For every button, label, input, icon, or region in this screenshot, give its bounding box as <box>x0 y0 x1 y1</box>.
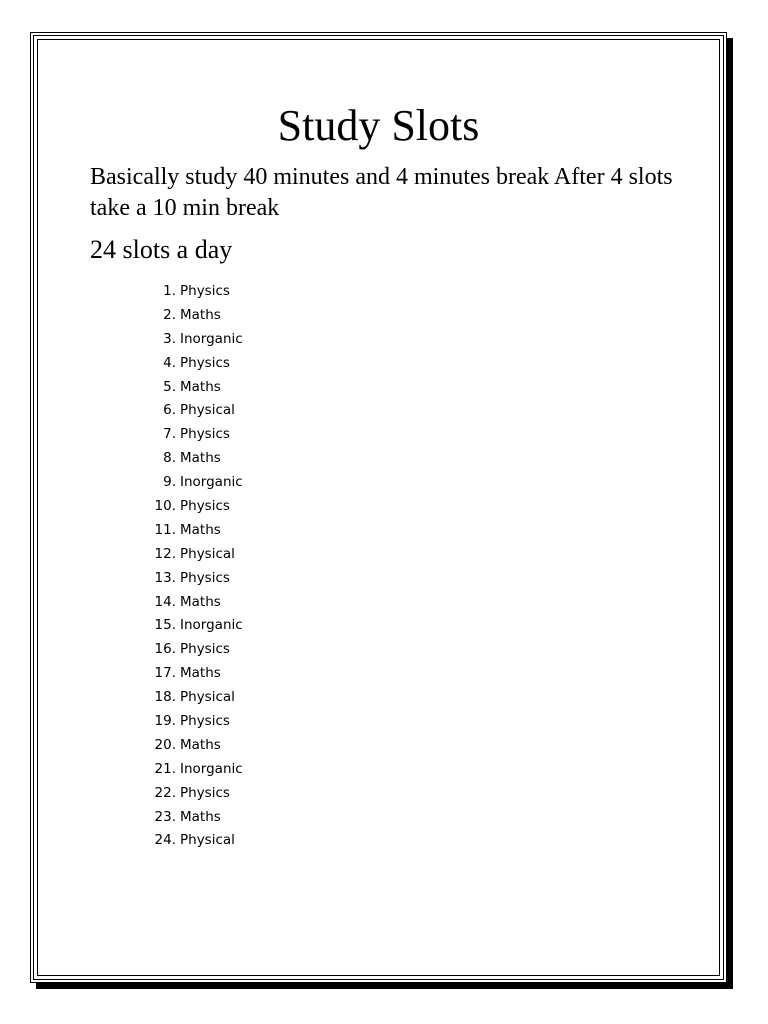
slot-subject: Inorganic <box>180 330 243 347</box>
slot-number: 16. <box>154 641 176 658</box>
slot-number: 3. <box>163 330 176 347</box>
slot-subject: Physics <box>180 784 230 801</box>
slot-number: 7. <box>163 426 176 443</box>
slot-number: 9. <box>163 474 176 491</box>
slot-number: 15. <box>154 617 176 634</box>
list-item <box>138 710 243 734</box>
list-item <box>138 376 243 400</box>
list-item <box>138 782 243 806</box>
slot-number: 14. <box>154 593 176 610</box>
slot-subject: Maths <box>180 306 221 323</box>
slot-subject: Physics <box>180 354 230 371</box>
list-item <box>138 758 243 782</box>
list-item <box>138 734 243 758</box>
slot-number: 20. <box>154 736 176 753</box>
slot-subject: Maths <box>180 593 221 610</box>
slot-number: 8. <box>163 450 176 467</box>
slot-subject: Physical <box>180 689 235 706</box>
slot-subject: Physical <box>180 545 235 562</box>
slot-number: 17. <box>154 665 176 682</box>
list-item <box>138 519 243 543</box>
slot-subject: Maths <box>180 378 221 395</box>
slot-subject: Physics <box>180 426 230 443</box>
list-item <box>138 638 243 662</box>
list-item <box>138 591 243 615</box>
slot-number: 5. <box>163 378 176 395</box>
slot-list <box>138 280 243 853</box>
slot-number: 12. <box>154 545 176 562</box>
slot-number: 24. <box>154 832 176 849</box>
list-item <box>138 447 243 471</box>
slot-subject: Maths <box>180 450 221 467</box>
slot-subject: Inorganic <box>180 617 243 634</box>
slot-subject: Physical <box>180 832 235 849</box>
slot-subject: Maths <box>180 521 221 538</box>
list-item <box>138 352 243 376</box>
slot-subject: Maths <box>180 808 221 825</box>
slot-number: 4. <box>163 354 176 371</box>
slot-number: 1. <box>163 283 176 299</box>
page-border <box>30 32 727 983</box>
slot-subject: Maths <box>180 665 221 682</box>
list-item <box>138 662 243 686</box>
list-item <box>138 686 243 710</box>
slot-subject: Physics <box>180 283 230 299</box>
list-item <box>138 280 243 304</box>
slot-number: 13. <box>154 569 176 586</box>
slot-number: 23. <box>154 808 176 825</box>
list-item <box>138 829 243 853</box>
slot-subject: Physics <box>180 498 230 515</box>
slot-subject: Physics <box>180 713 230 730</box>
slot-subject: Physics <box>180 641 230 658</box>
list-item <box>138 304 243 328</box>
list-item <box>138 567 243 591</box>
list-item <box>138 495 243 519</box>
list-item <box>138 471 243 495</box>
slot-subject: Inorganic <box>180 760 243 777</box>
list-item <box>138 399 243 423</box>
slot-number: 19. <box>154 713 176 730</box>
slot-subject: Inorganic <box>180 474 243 491</box>
slot-subject: Physical <box>180 402 235 419</box>
slot-number: 6. <box>163 402 176 419</box>
list-item <box>138 806 243 830</box>
slot-number: 18. <box>154 689 176 706</box>
slot-number: 21. <box>154 760 176 777</box>
slot-number: 22. <box>154 784 176 801</box>
slots-per-day-heading: 24 slots a day <box>90 235 233 264</box>
slot-number: 10. <box>154 498 176 515</box>
slot-number: 11. <box>154 521 176 538</box>
page-title: Study Slots <box>277 101 480 150</box>
intro-paragraph: Basically study 40 minutes and 4 minutes break After 4 slots take a 10 min break <box>90 164 673 221</box>
slot-number: 2. <box>163 306 176 323</box>
slot-subject: Physics <box>180 569 230 586</box>
list-item <box>138 423 243 447</box>
list-item <box>138 543 243 567</box>
slot-subject: Maths <box>180 736 221 753</box>
list-item <box>138 328 243 352</box>
list-item <box>138 614 243 638</box>
